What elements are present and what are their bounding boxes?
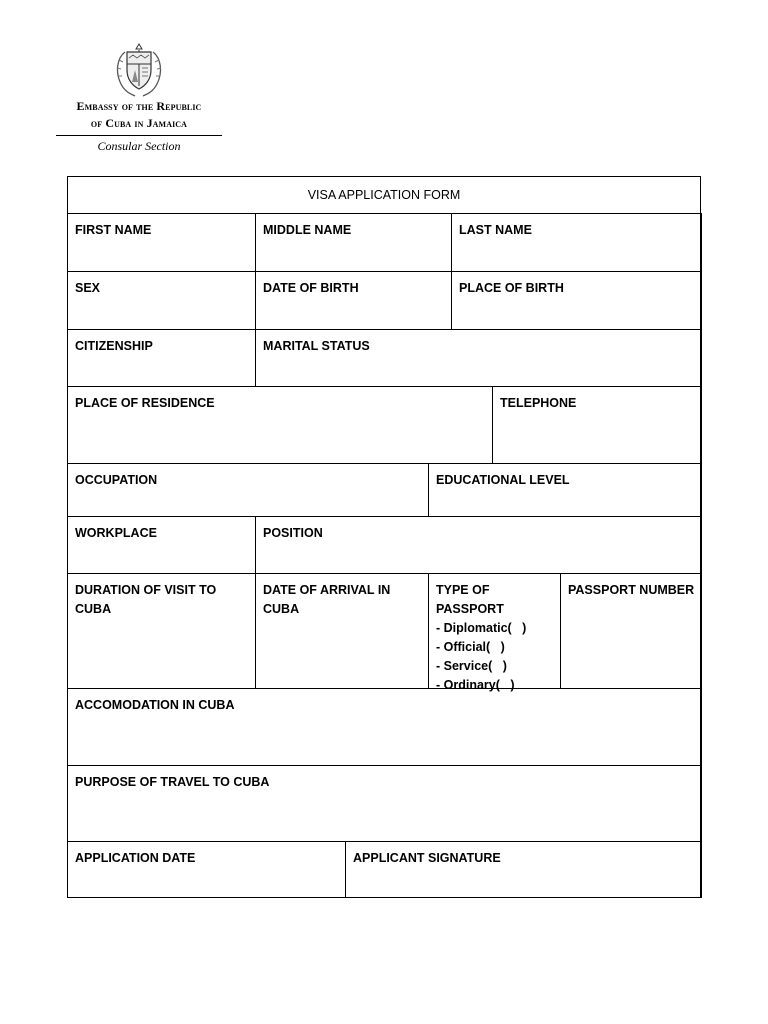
citizenship-field[interactable]: CITIZENSHIP	[67, 329, 256, 387]
passport-number-field[interactable]: PASSPORT NUMBER	[560, 573, 702, 689]
passport-type-label: TYPE OF PASSPORT	[436, 583, 504, 616]
place-of-residence-field[interactable]: PLACE OF RESIDENCE	[67, 386, 493, 464]
occupation-field[interactable]: OCCUPATION	[67, 463, 429, 517]
passport-type-field	[428, 573, 561, 692]
passport-option-checkbox[interactable]: ( )	[486, 640, 505, 654]
embassy-header	[56, 42, 222, 154]
coat-of-arms-icon	[109, 42, 169, 98]
duration-of-visit-field[interactable]: DURATION OF VISIT TO CUBA	[67, 573, 256, 689]
passport-option-diplomatic[interactable]	[436, 619, 560, 638]
visa-application-form	[67, 176, 701, 898]
passport-option-service[interactable]	[436, 657, 560, 676]
passport-option-label: - Ordinary	[436, 678, 496, 692]
application-date-field[interactable]: APPLICATION DATE	[67, 841, 346, 898]
passport-option-label: - Official	[436, 640, 487, 654]
applicant-signature-field[interactable]: APPLICANT SIGNATURE	[345, 841, 702, 898]
first-name-field[interactable]: FIRST NAME	[67, 213, 256, 272]
workplace-field[interactable]: WORKPLACE	[67, 516, 256, 574]
telephone-field[interactable]: TELEPHONE	[492, 386, 702, 464]
passport-option-label: - Service	[436, 659, 489, 673]
position-field[interactable]: POSITION	[255, 516, 702, 574]
form-title: VISA APPLICATION FORM	[67, 176, 701, 214]
marital-status-field[interactable]: MARITAL STATUS	[255, 329, 702, 387]
middle-name-field[interactable]: MIDDLE NAME	[255, 213, 452, 272]
sex-field[interactable]: SEX	[67, 271, 256, 330]
passport-option-checkbox[interactable]: ( )	[495, 678, 515, 692]
embassy-name-line-2: of Cuba in Jamaica	[90, 116, 188, 130]
date-of-arrival-field[interactable]: DATE OF ARRIVAL IN CUBA	[255, 573, 429, 689]
passport-option-label: - Diplomatic	[436, 621, 508, 635]
educational-level-field[interactable]: EDUCATIONAL LEVEL	[428, 463, 702, 517]
header-divider	[56, 135, 222, 136]
purpose-of-travel-field[interactable]: PURPOSE OF TRAVEL TO CUBA	[67, 765, 702, 842]
consular-section-label: Consular Section	[97, 139, 181, 153]
passport-option-checkbox[interactable]: ( )	[488, 659, 507, 673]
date-of-birth-field[interactable]: DATE OF BIRTH	[255, 271, 452, 330]
last-name-field[interactable]: LAST NAME	[451, 213, 702, 272]
place-of-birth-field[interactable]: PLACE OF BIRTH	[451, 271, 702, 330]
passport-option-checkbox[interactable]: ( )	[507, 621, 527, 635]
accommodation-field[interactable]: ACCOMODATION IN CUBA	[67, 688, 702, 766]
embassy-name-line-1: Embassy of the Republic	[76, 99, 202, 113]
passport-option-official[interactable]	[436, 638, 560, 657]
